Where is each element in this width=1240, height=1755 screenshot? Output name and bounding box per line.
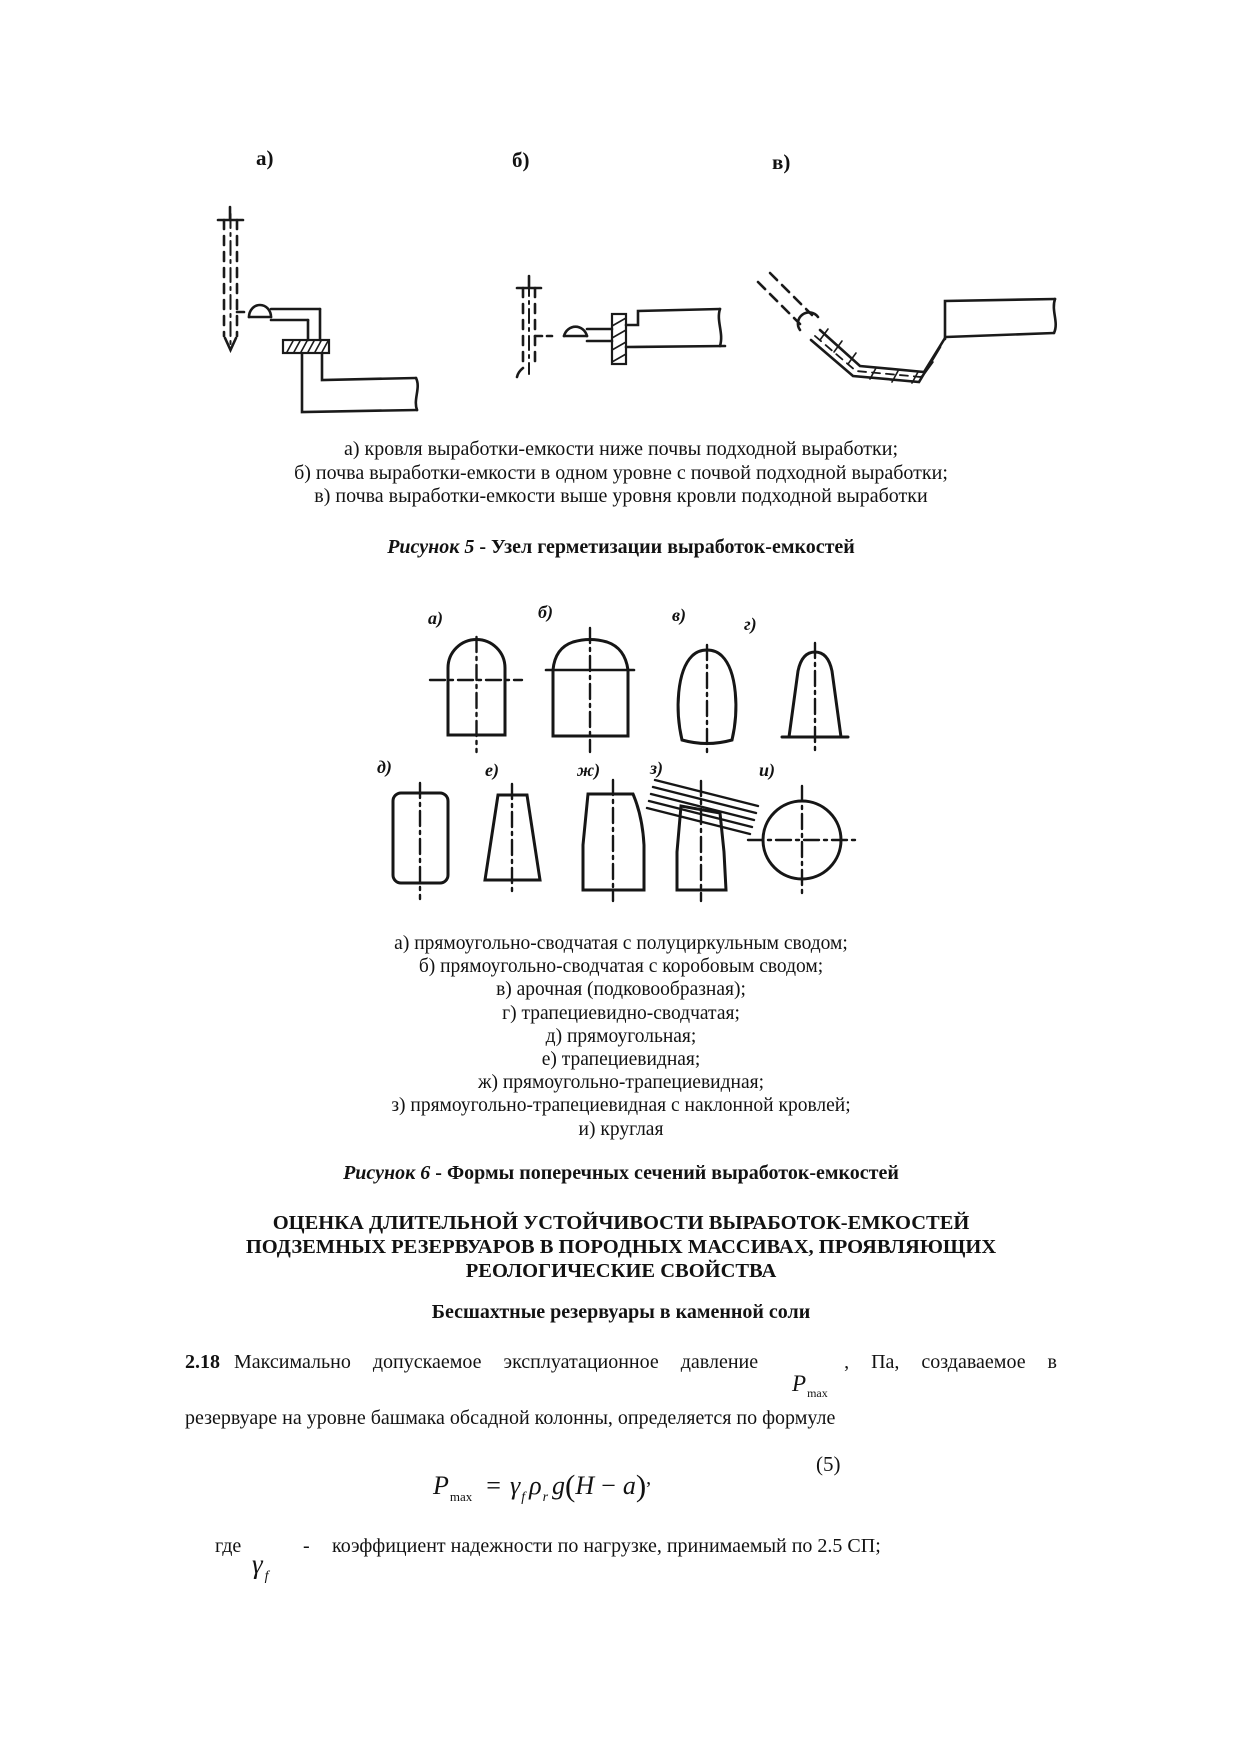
figure6-shapes <box>330 600 900 910</box>
figure6-caption-line-g: г) трапециевидно-сводчатая; <box>502 1002 740 1024</box>
figure5-caption-line-a: а) кровля выработки-емкости ниже почвы подходной выработки; <box>343 438 899 460</box>
formula-open-paren: ( <box>565 1468 576 1503</box>
figure6-caption <box>185 932 1057 1141</box>
formula-5-number: (5) <box>816 1452 841 1476</box>
where-dash: - <box>303 1535 310 1557</box>
figure5-title <box>185 536 1057 559</box>
formula-close-paren: ) <box>635 1468 647 1503</box>
formula-comma: , <box>646 1467 652 1489</box>
formula-rho-subscript: r <box>542 1490 549 1505</box>
pmax-subscript: max <box>807 1386 828 1400</box>
figure6-caption-line-d: д) прямоугольная; <box>545 1025 697 1047</box>
valve-icon <box>798 312 818 330</box>
figure5-title-number: Рисунок 5 <box>387 536 475 558</box>
shape-rect-trapezoidal <box>583 780 644 901</box>
figure6-shape-label-e: е) <box>485 760 499 780</box>
figure5-panel-label-a: а) <box>256 146 274 170</box>
figure6-caption-line-zh: ж) прямоугольно-трапециевидная; <box>478 1072 764 1094</box>
section-heading-line2: ПОДЗЕМНЫХ РЕЗЕРВУАРОВ В ПОРОДНЫХ МАССИВАХ, ПРОЯВЛЯЮЩИХ <box>245 1236 997 1258</box>
valve-icon <box>564 327 587 336</box>
figure6-shape-label-v: в) <box>672 605 687 625</box>
formula-lhs-subscript: max <box>449 1489 473 1504</box>
figure6-caption-line-i: и) круглая <box>578 1118 664 1140</box>
figure5-sketch-panel-b <box>517 276 725 377</box>
paragraph-number: 2.18 <box>185 1351 220 1373</box>
figure6-shape-label-zh: ж) <box>577 760 601 780</box>
where-symbol-gamma-f <box>252 1549 269 1585</box>
figure5-title-text: - Узел герметизации выработок-емкостей <box>474 536 855 558</box>
inline-symbol-pmax <box>792 1371 828 1401</box>
figure6-caption-line-b: б) прямоугольно-сводчатая с коробовым сводом; <box>418 956 824 978</box>
shape-rect-basket-vault <box>546 628 634 752</box>
figure6-caption-line-v: в) арочная (подковообразная); <box>496 979 746 1001</box>
paragraph-2-18-line1 <box>185 1350 1057 1375</box>
section-subheading: Бесшахтные резервуары в каменной соли <box>431 1301 811 1323</box>
figure6-caption-line-e: е) трапециевидная; <box>541 1049 701 1071</box>
figure5-sketch <box>150 140 1100 430</box>
valve-icon <box>249 305 271 317</box>
figure6-shape-label-d: д) <box>377 757 392 777</box>
figure6-caption-line-z: з) прямоугольно-трапециевидная с наклонной кровлей; <box>391 1095 851 1117</box>
formula-minus: − <box>601 1471 616 1500</box>
section-heading <box>185 1211 1057 1283</box>
paragraph-2-18-line2: резервуаре на уровне башмака обсадной колонны, определяется по формуле <box>185 1407 836 1429</box>
paragraph-text-before-symbol: Максимально допускаемое эксплуатационное давление <box>234 1351 759 1373</box>
figure5-sketch-panel-v <box>758 273 1056 383</box>
figure5-caption-line-b: б) почва выработки-емкости в одном уровне с почвой подходной выработки; <box>294 461 948 484</box>
equals-sign: = <box>486 1471 501 1500</box>
figure5-caption-line-v: в) почва выработки-емкости выше уровня кровли подходной выработки <box>314 485 928 507</box>
figure6-shape-label-g: г) <box>744 614 757 634</box>
figure5-panel-label-v: в) <box>772 150 791 174</box>
formula-rho: ρ <box>529 1471 542 1500</box>
section-heading-line3: РЕОЛОГИЧЕСКИЕ СВОЙСТВА <box>465 1260 777 1282</box>
figure6-shape-label-z: з) <box>650 758 664 778</box>
gamma-subscript: f <box>264 1569 269 1584</box>
shape-trapezoidal <box>485 784 540 896</box>
figure5-caption <box>185 438 1057 509</box>
figure6-title-text: - Формы поперечных сечений выработок-емкостей <box>430 1162 899 1184</box>
figure6-title-number: Рисунок 6 <box>343 1162 431 1184</box>
figure6-shape-label-b: б) <box>538 602 553 622</box>
shape-rect-trapezoidal-inclined-roof <box>647 780 758 901</box>
shape-trapezoid-vaulted <box>782 643 848 754</box>
figure6-shape-label-i: и) <box>759 760 776 780</box>
figure6-title <box>185 1162 1057 1185</box>
shape-rect-semicircular-vault <box>430 637 522 752</box>
figure6-shape-label-a: а) <box>428 608 443 628</box>
formula-H: H <box>575 1471 595 1500</box>
formula-gamma: γ <box>509 1471 521 1500</box>
section-heading-line1: ОЦЕНКА ДЛИТЕЛЬНОЙ УСТОЙЧИВОСТИ ВЫРАБОТОК-ЕМКОСТЕЙ <box>272 1212 970 1234</box>
formula-lhs: P <box>433 1471 449 1500</box>
shape-arched-horseshoe <box>678 645 736 757</box>
figure6-caption-line-a: а) прямоугольно-сводчатая с полуциркульным сводом; <box>394 933 848 954</box>
shape-rectangular <box>393 783 448 899</box>
formula-a: a <box>622 1471 636 1500</box>
gamma-base: γ <box>252 1549 263 1579</box>
figure5-sketch-panel-a <box>218 207 418 412</box>
formula-g: g <box>552 1471 566 1500</box>
where-intro: где <box>215 1535 242 1557</box>
figure5-panel-label-b: б) <box>512 148 530 172</box>
formula-5 <box>433 1467 651 1506</box>
formula-gamma-subscript: f <box>521 1490 526 1505</box>
paragraph-text-after-symbol: , Па, создаваемое в <box>844 1351 1057 1373</box>
shape-circular <box>748 786 859 896</box>
pmax-base: P <box>792 1371 807 1396</box>
where-definition: коэффициент надежности по нагрузке, принимаемый по 2.5 СП; <box>332 1535 881 1557</box>
